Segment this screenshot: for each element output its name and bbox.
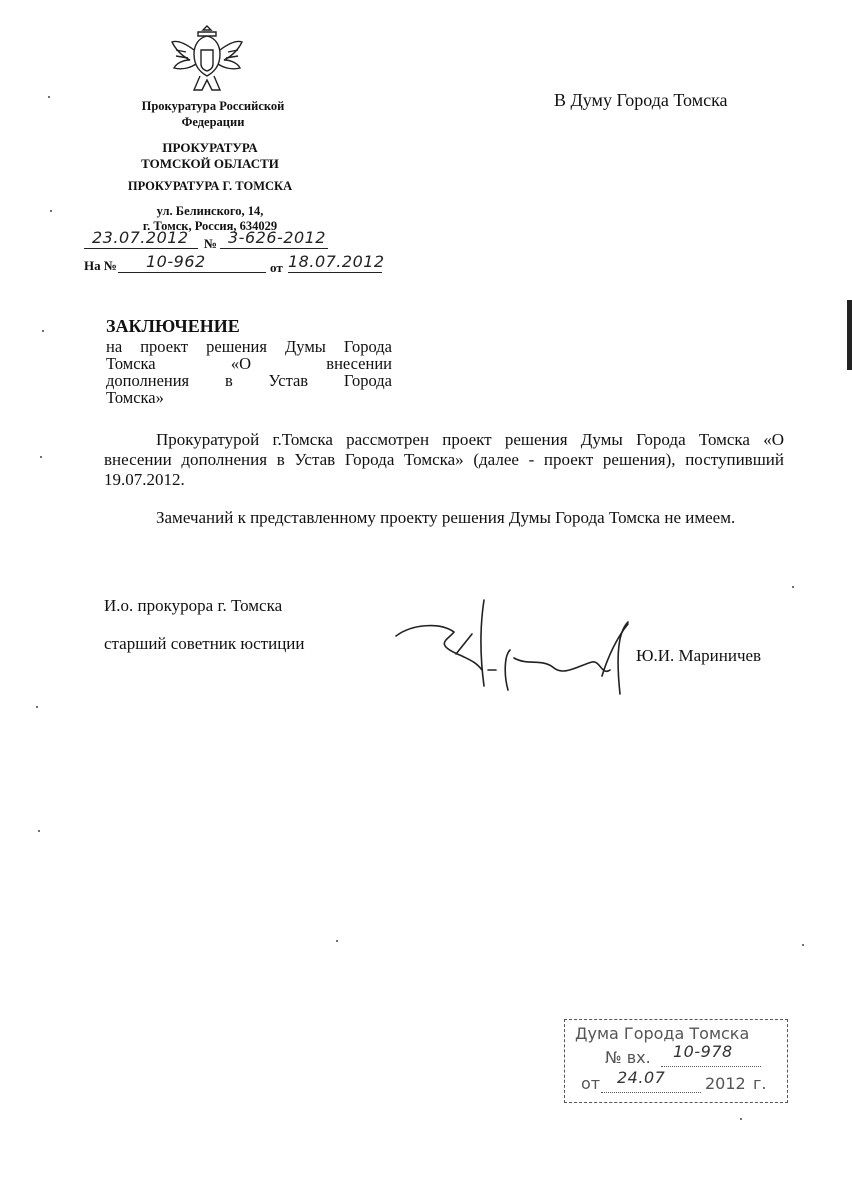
handwritten-signature xyxy=(392,596,642,696)
signer-name: Ю.И. Мариничев xyxy=(636,646,762,665)
doc-date: 23.07.2012 xyxy=(92,228,189,247)
scan-speck xyxy=(802,944,804,946)
org-line-2: Федерации xyxy=(181,115,245,129)
doc-number-underline xyxy=(220,248,328,249)
scan-speck xyxy=(740,1118,742,1120)
address-line-1: ул. Белинского, 14, xyxy=(156,204,264,218)
body-paragraph-1: Прокуратурой г.Томска рассмотрен проект решения Думы Города Томска «О внесении дополнения в Устав Города Томска» (далее - проект решения), поступивший 19.07.2012. xyxy=(104,430,784,489)
ref-number-label: На № xyxy=(84,258,117,273)
scan-speck xyxy=(42,330,44,332)
stamp-date-underline xyxy=(601,1092,701,1093)
stamp-incoming-underline xyxy=(661,1066,761,1067)
address-line-2: г. Томск, Россия, 634029 xyxy=(142,219,278,233)
stamp-from-label: от xyxy=(581,1074,601,1093)
scan-edge-mark xyxy=(847,300,852,370)
stamp-incoming-label: № вх. xyxy=(605,1048,651,1067)
ref-number-underline xyxy=(118,272,266,273)
stamp-date: 24.07 xyxy=(617,1068,666,1087)
subject-line-4: Томска» xyxy=(106,388,164,407)
incoming-registration-stamp xyxy=(564,1019,788,1103)
ref-from-label: от xyxy=(270,260,283,275)
org-line-1: Прокуратура Российской xyxy=(141,99,285,113)
doc-date-underline xyxy=(84,248,198,249)
stamp-year-suffix: г. xyxy=(753,1074,767,1093)
city-prosecutor-office: ПРОКУРАТУРА Г. ТОМСКА xyxy=(127,179,293,193)
scan-speck xyxy=(40,456,42,458)
document-title: ЗАКЛЮЧЕНИЕ xyxy=(106,316,240,336)
scan-speck xyxy=(50,210,52,212)
document-subject xyxy=(106,338,392,406)
body-paragraph-2: Замечаний к представленному проекту решения Думы Города Томска не имеем. xyxy=(156,508,736,527)
recipient: В Думу Города Томска xyxy=(554,90,728,110)
stamp-incoming-number: 10-978 xyxy=(673,1042,733,1061)
regional-prosecutor-office xyxy=(110,140,310,172)
signer-position-line-1: И.о. прокурора г. Томска xyxy=(104,596,283,615)
ref-date-underline xyxy=(288,272,382,273)
scan-speck xyxy=(792,586,794,588)
prok-line-2: ТОМСКОЙ ОБЛАСТИ xyxy=(141,156,279,171)
signer-position-line-2: старший советник юстиции xyxy=(104,634,305,653)
scan-speck xyxy=(48,96,50,98)
subject-line-3: дополнения в Устав Города xyxy=(106,371,392,390)
subject-line-1: на проект решения Думы Города xyxy=(106,337,392,356)
scan-speck xyxy=(336,940,338,942)
ref-number: 10-962 xyxy=(146,252,206,271)
stamp-title: Дума Города Томска xyxy=(575,1024,750,1043)
coat-of-arms-emblem xyxy=(168,20,246,98)
subject-line-2: Томска «О внесении xyxy=(106,354,392,373)
ref-date: 18.07.2012 xyxy=(288,252,385,271)
scan-speck xyxy=(38,830,40,832)
organization-name xyxy=(118,98,308,130)
scan-speck xyxy=(36,706,38,708)
prok-line-1: ПРОКУРАТУРА xyxy=(162,140,258,155)
doc-number: 3-626-2012 xyxy=(228,228,326,247)
stamp-year: 2012 xyxy=(705,1074,746,1093)
doc-number-label: № xyxy=(204,236,218,251)
